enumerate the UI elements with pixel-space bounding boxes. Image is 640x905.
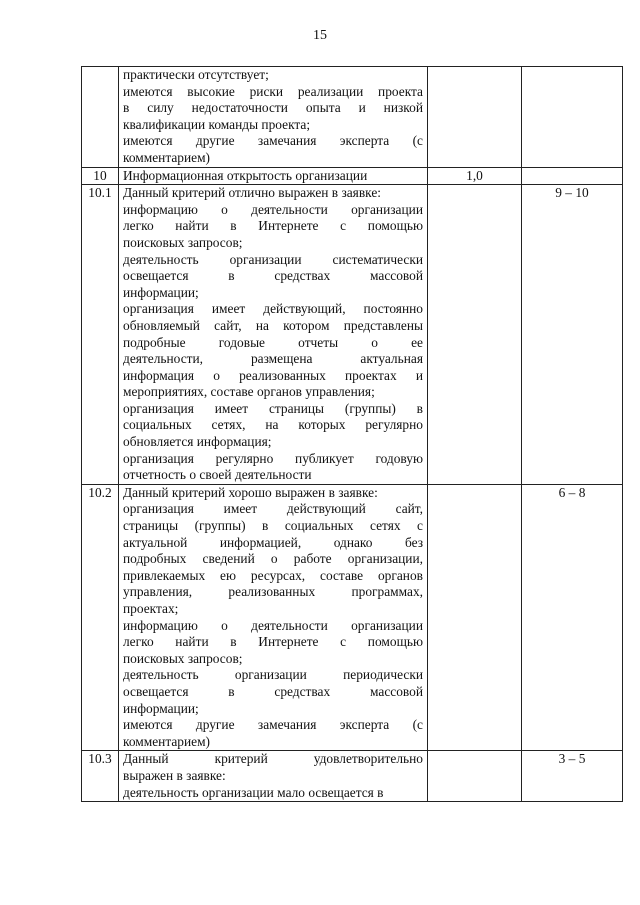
criterion-description (119, 484, 428, 751)
description-line: в силу недостаточности опыта и низкой (123, 100, 423, 116)
description-line: деятельность организации систематически (123, 251, 423, 267)
description-line: имеются высокие риски реализации проекта (123, 83, 423, 99)
description-line: подробные годовые отчеты о ее (123, 334, 423, 350)
description-line: легко найти в Интернете с помощью (123, 634, 423, 650)
description-line: информацию о деятельности организации (123, 617, 423, 633)
description-line: организация имеет действующий, постоянно (123, 301, 423, 317)
description-line: актуальной информацией, однако без (123, 534, 423, 550)
table-row (82, 484, 623, 751)
description-line: Данный критерий удовлетворительно (123, 751, 423, 767)
criterion-weight (428, 751, 522, 802)
description-line: обновляемый сайт, на котором представлены (123, 317, 423, 333)
description-line: комментарием) (123, 149, 211, 165)
description-line: практически отсутствует; (123, 67, 269, 82)
description-line: деятельность организации периодически (123, 667, 423, 683)
criterion-number: 10 (82, 167, 119, 185)
description-line: мероприятиях, составе органов управления; (123, 384, 375, 400)
description-line: отчетность о своей деятельности (123, 467, 312, 483)
description-line: комментарием) (123, 733, 211, 749)
criterion-weight (428, 185, 522, 485)
criterion-description (119, 67, 428, 168)
description-line: подробных сведений о работе организации, (123, 551, 423, 567)
description-line: имеются другие замечания эксперта (с (123, 717, 423, 733)
criteria-table-body (82, 67, 623, 802)
description-line: поисковых запросов; (123, 650, 243, 666)
criterion-description (119, 185, 428, 485)
description-line: информации; (123, 700, 199, 716)
table-row (82, 67, 623, 168)
criterion-number: 10.3 (82, 751, 119, 802)
criteria-table (81, 66, 623, 802)
table-row (82, 751, 623, 802)
description-line: информация о реализованных проектах и (123, 367, 423, 383)
description-line: квалификации команды проекта; (123, 116, 311, 132)
description-line: Данный критерий отлично выражен в заявке: (123, 185, 381, 201)
criterion-description (119, 751, 428, 802)
description-line: деятельность организации мало освещается в (123, 784, 384, 800)
description-line: обновляется информация; (123, 434, 272, 450)
description-line: организация имеет действующий сайт, (123, 501, 423, 517)
criterion-number (82, 67, 119, 168)
description-line: информацию о деятельности организации (123, 201, 423, 217)
description-line: легко найти в Интернете с помощью (123, 218, 423, 234)
criterion-score (522, 67, 623, 168)
description-line: Информационная открытость организации (123, 167, 368, 183)
criterion-score: 6 – 8 (522, 484, 623, 751)
description-line: информации; (123, 284, 199, 300)
criterion-weight: 1,0 (428, 167, 522, 185)
criterion-number: 10.1 (82, 185, 119, 485)
criterion-description (119, 167, 428, 185)
criterion-score (522, 167, 623, 185)
criterion-score: 9 – 10 (522, 185, 623, 485)
table-row (82, 185, 623, 485)
description-line: управления, реализованных программах, (123, 584, 423, 600)
description-line: проектах; (123, 601, 179, 616)
description-line: выражен в заявке: (123, 767, 226, 783)
criterion-number: 10.2 (82, 484, 119, 751)
criterion-weight (428, 67, 522, 168)
description-line: освещается в средствах массовой (123, 268, 423, 284)
description-line: Данный критерий хорошо выражен в заявке: (123, 484, 378, 500)
criterion-weight (428, 484, 522, 751)
description-line: освещается в средствах массовой (123, 683, 423, 699)
criterion-score: 3 – 5 (522, 751, 623, 802)
description-line: имеются другие замечания эксперта (с (123, 133, 423, 149)
description-line: поисковых запросов; (123, 234, 243, 250)
description-line: страницы (группы) в социальных сетях с (123, 518, 423, 534)
description-line: организация регулярно публикует годовую (123, 450, 423, 466)
description-line: деятельности, размещена актуальная (123, 351, 423, 367)
description-line: организация имеет страницы (группы) в (123, 400, 423, 416)
page-number: 15 (313, 28, 327, 43)
description-line: социальных сетях, на которых регулярно (123, 417, 423, 433)
table-row (82, 167, 623, 185)
description-line: привлекаемых ею ресурсах, составе органов (123, 567, 423, 583)
